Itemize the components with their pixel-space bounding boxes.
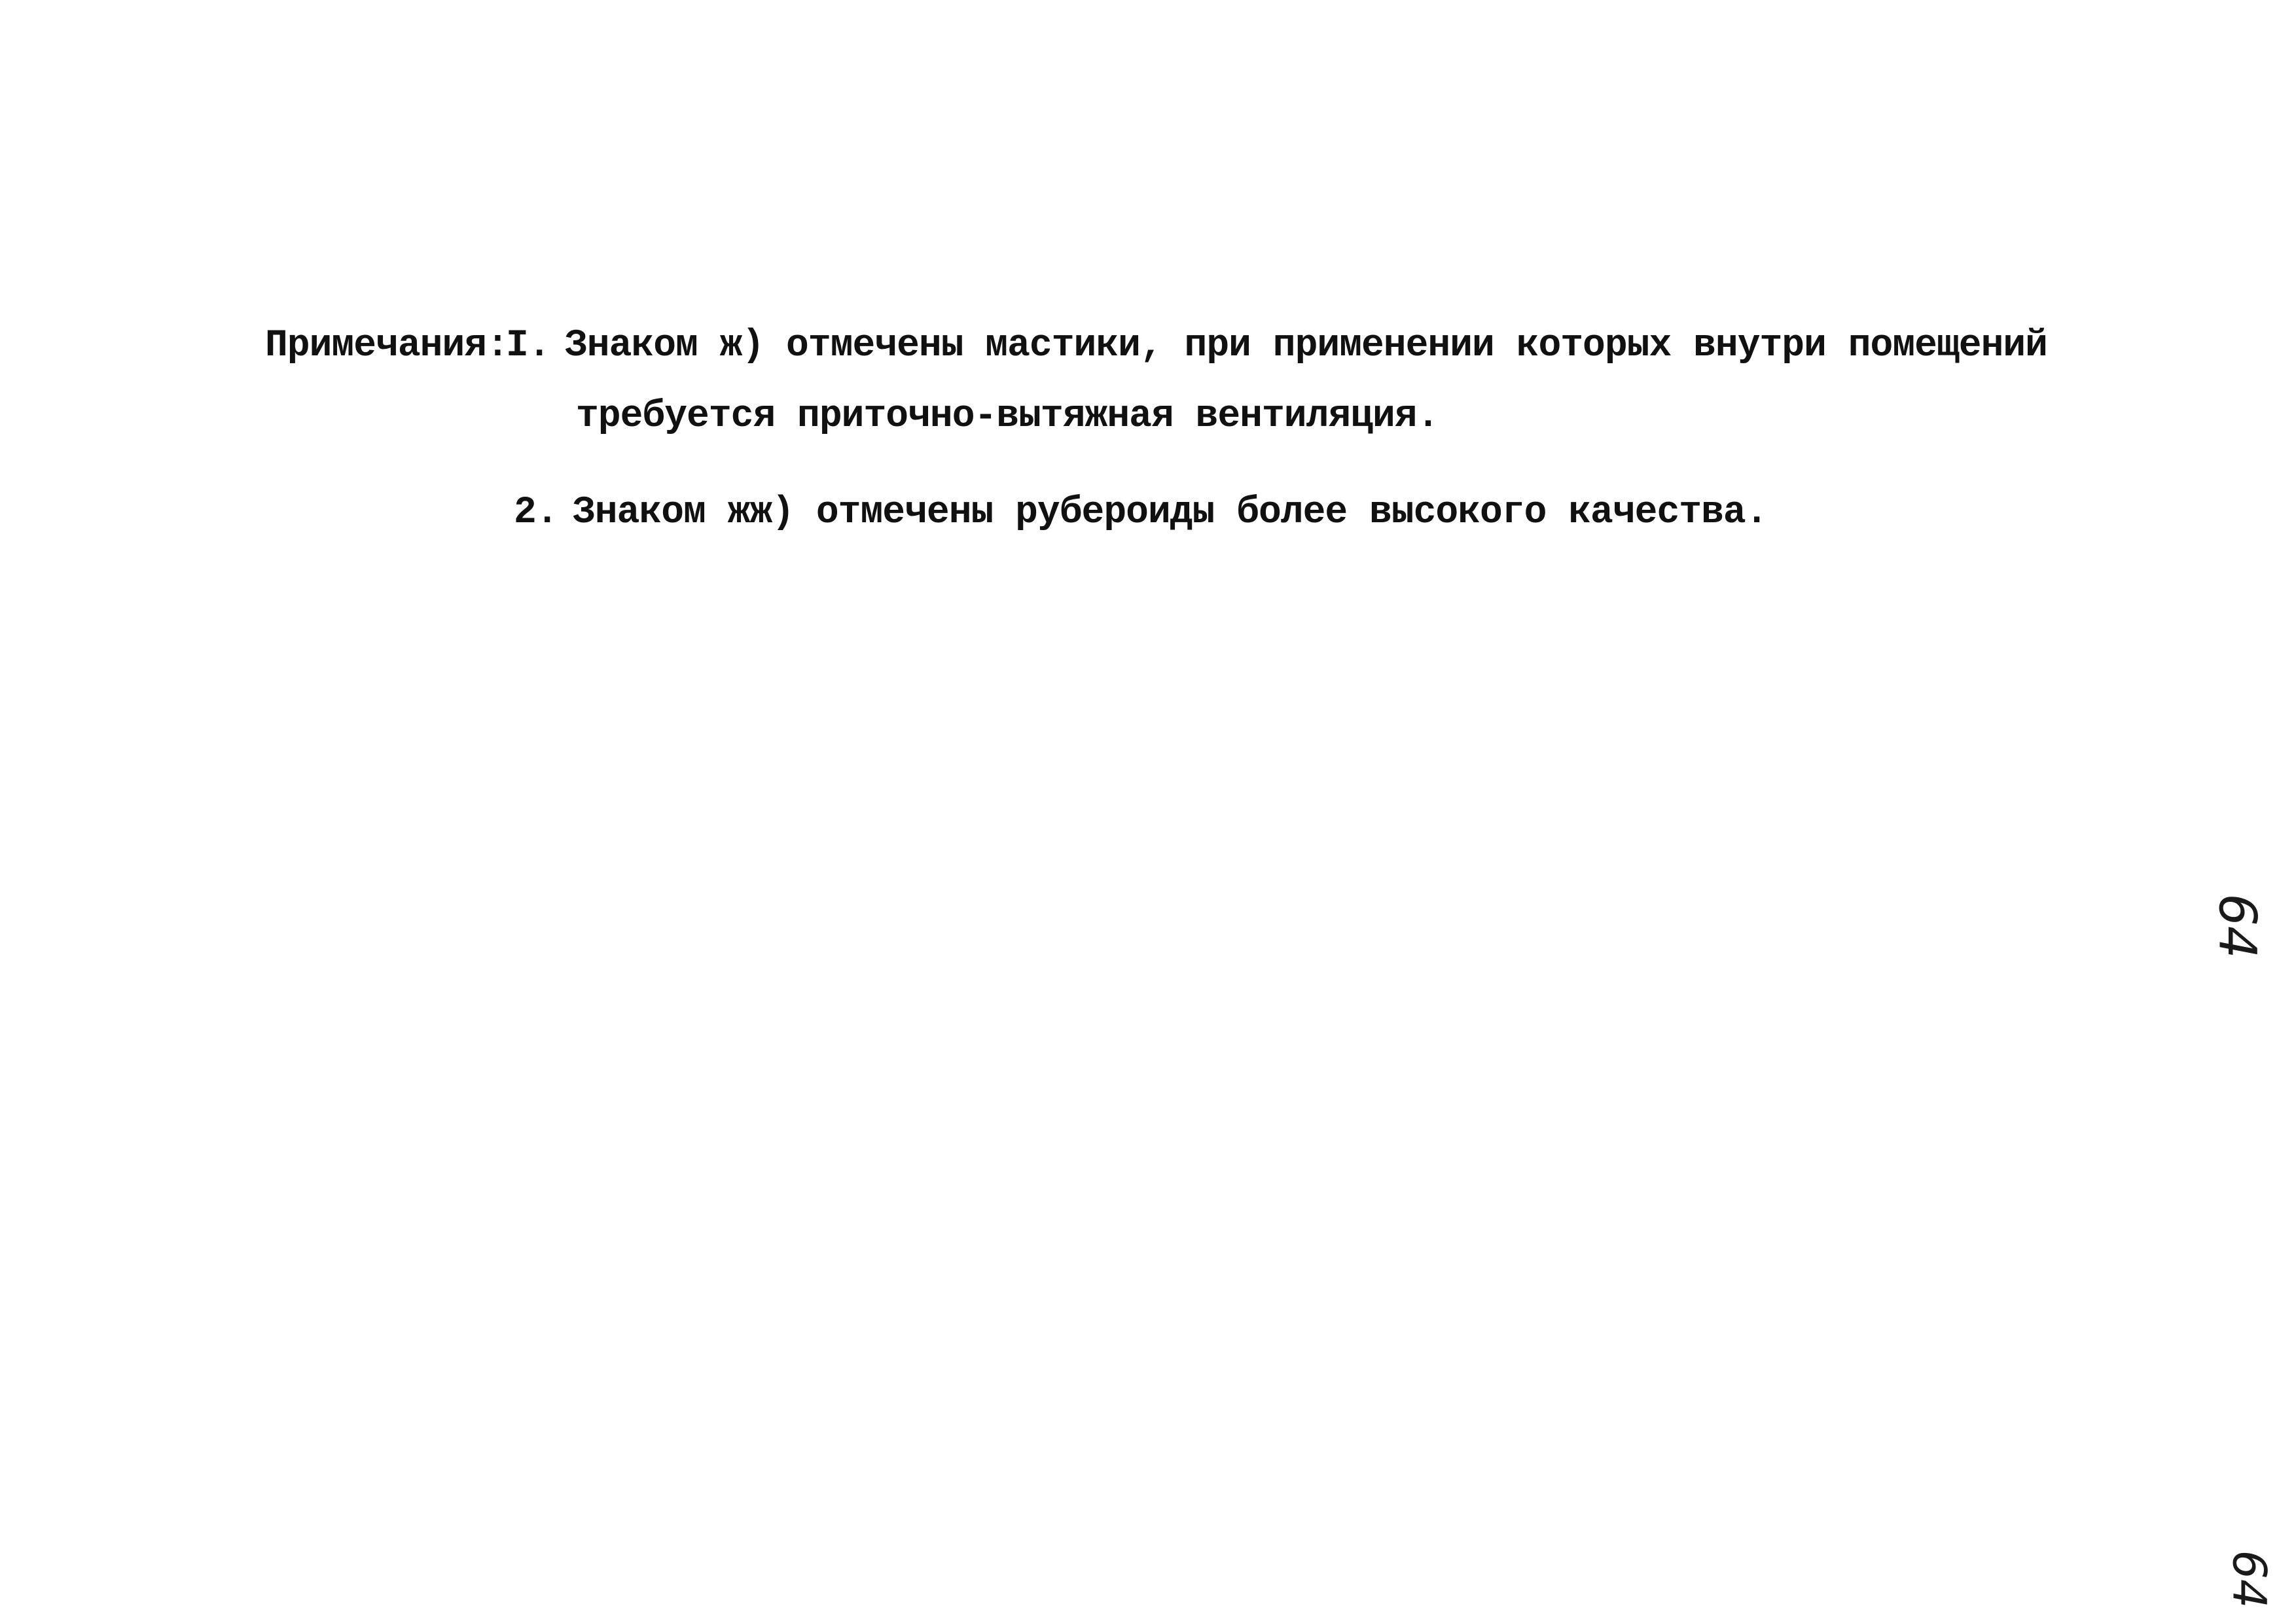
note-number-1: I. — [506, 325, 550, 367]
note-text-1-line-1: Знаком ж) отмечены мастики, при применении которых внутри помещений — [565, 325, 2047, 367]
note-item-1 — [265, 327, 2047, 365]
note-text-2: Знаком жж) отмечены рубероиды более высокого качества. — [573, 491, 1768, 534]
note-number-2: 2. — [514, 491, 558, 534]
notes-heading: Примечания: — [265, 325, 509, 367]
margin-page-number-bottom: 64 — [2222, 1550, 2276, 1609]
note-item-2 — [514, 491, 1768, 534]
margin-page-number-top: 64 — [2207, 893, 2267, 959]
note-text-1-line-2: требуется приточно-вытяжная вентиляция. — [576, 395, 1439, 438]
